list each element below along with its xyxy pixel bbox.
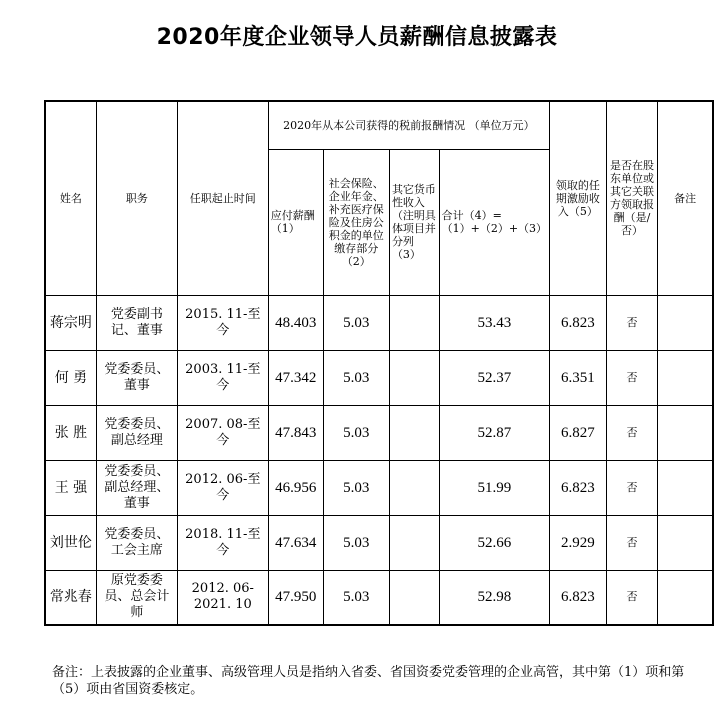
row-term: 2007. 08-至今 — [177, 405, 268, 460]
row-remark — [658, 295, 713, 350]
row-incentive: 6.823 — [550, 570, 607, 625]
row-salary: 47.634 — [268, 515, 323, 570]
row-total: 53.43 — [439, 295, 549, 350]
row-total: 52.66 — [439, 515, 549, 570]
row-remark — [658, 570, 713, 625]
page-title: 2020年度企业领导人员薪酬信息披露表 — [156, 25, 558, 50]
row-incentive: 6.827 — [550, 405, 607, 460]
header-income-group: 2020年从本公司获得的税前报酬情况 （单位万元） — [268, 101, 549, 149]
row-total: 52.98 — [439, 570, 549, 625]
header-salary: 应付薪酬（1） — [268, 149, 323, 295]
header-other: 其它货币性收入（注明具体项目并分列（3） — [389, 149, 439, 295]
row-shareholder: 否 — [606, 405, 658, 460]
header-social: 社会保险、企业年金、补充医疗保险及住房公积金的单位缴存部分（2） — [323, 149, 389, 295]
salary-table — [44, 100, 714, 626]
row-name: 王 强 — [45, 460, 96, 515]
table-row — [45, 570, 713, 625]
row-social: 5.03 — [323, 405, 389, 460]
row-name: 刘世伦 — [45, 515, 96, 570]
row-social: 5.03 — [323, 295, 389, 350]
table-row — [45, 295, 713, 350]
row-name: 何 勇 — [45, 350, 96, 405]
row-other — [389, 570, 439, 625]
row-name: 蒋宗明 — [45, 295, 96, 350]
row-remark — [658, 350, 713, 405]
row-social: 5.03 — [323, 350, 389, 405]
row-name: 常兆春 — [45, 570, 96, 625]
row-other — [389, 350, 439, 405]
row-position: 党委委员、董事 — [96, 350, 177, 405]
row-term: 2015. 11-至今 — [177, 295, 268, 350]
row-incentive: 6.823 — [550, 295, 607, 350]
row-salary: 48.403 — [268, 295, 323, 350]
row-shareholder: 否 — [606, 460, 658, 515]
row-term: 2012. 06-至今 — [177, 460, 268, 515]
row-shareholder: 否 — [606, 350, 658, 405]
row-term: 2003. 11-至今 — [177, 350, 268, 405]
row-remark — [658, 405, 713, 460]
row-incentive: 2.929 — [550, 515, 607, 570]
header-total: 合计（4）=（1）+（2）+（3） — [439, 149, 549, 295]
row-term: 2012. 06-2021. 10 — [177, 570, 268, 625]
row-social: 5.03 — [323, 460, 389, 515]
row-salary: 46.956 — [268, 460, 323, 515]
row-shareholder: 否 — [606, 515, 658, 570]
footnote: 备注：上表披露的企业董事、高级管理人员是指纳入省委、省国资委党委管理的企业高管，其中第（1）项和第（5）项由省国资委核定。 — [52, 665, 685, 697]
row-position: 党委委员、工会主席 — [96, 515, 177, 570]
row-position: 党委委员、副总经理 — [96, 405, 177, 460]
row-name: 张 胜 — [45, 405, 96, 460]
row-social: 5.03 — [323, 570, 389, 625]
row-term: 2018. 11-至今 — [177, 515, 268, 570]
header-term: 任职起止时间 — [177, 101, 268, 295]
row-total: 51.99 — [439, 460, 549, 515]
row-remark — [658, 460, 713, 515]
row-position: 党委副书记、董事 — [96, 295, 177, 350]
table-row — [45, 460, 713, 515]
row-total: 52.87 — [439, 405, 549, 460]
row-total: 52.37 — [439, 350, 549, 405]
header-name: 姓名 — [45, 101, 96, 295]
row-incentive: 6.823 — [550, 460, 607, 515]
row-shareholder: 否 — [606, 570, 658, 625]
row-position: 原党委委员、总会计师 — [96, 570, 177, 625]
header-position: 职务 — [96, 101, 177, 295]
table-row — [45, 405, 713, 460]
row-position: 党委委员、副总经理、董事 — [96, 460, 177, 515]
row-other — [389, 295, 439, 350]
row-other — [389, 460, 439, 515]
row-salary: 47.342 — [268, 350, 323, 405]
row-incentive: 6.351 — [550, 350, 607, 405]
row-other — [389, 515, 439, 570]
row-salary: 47.950 — [268, 570, 323, 625]
header-incentive: 领取的任期激励收入（5） — [550, 101, 607, 295]
row-social: 5.03 — [323, 515, 389, 570]
table-row — [45, 515, 713, 570]
row-remark — [658, 515, 713, 570]
header-remark: 备注 — [658, 101, 713, 295]
row-shareholder: 否 — [606, 295, 658, 350]
row-other — [389, 405, 439, 460]
header-shareholder: 是否在股东单位或其它关联方领取报酬（是/否） — [606, 101, 658, 295]
row-salary: 47.843 — [268, 405, 323, 460]
table-row — [45, 350, 713, 405]
